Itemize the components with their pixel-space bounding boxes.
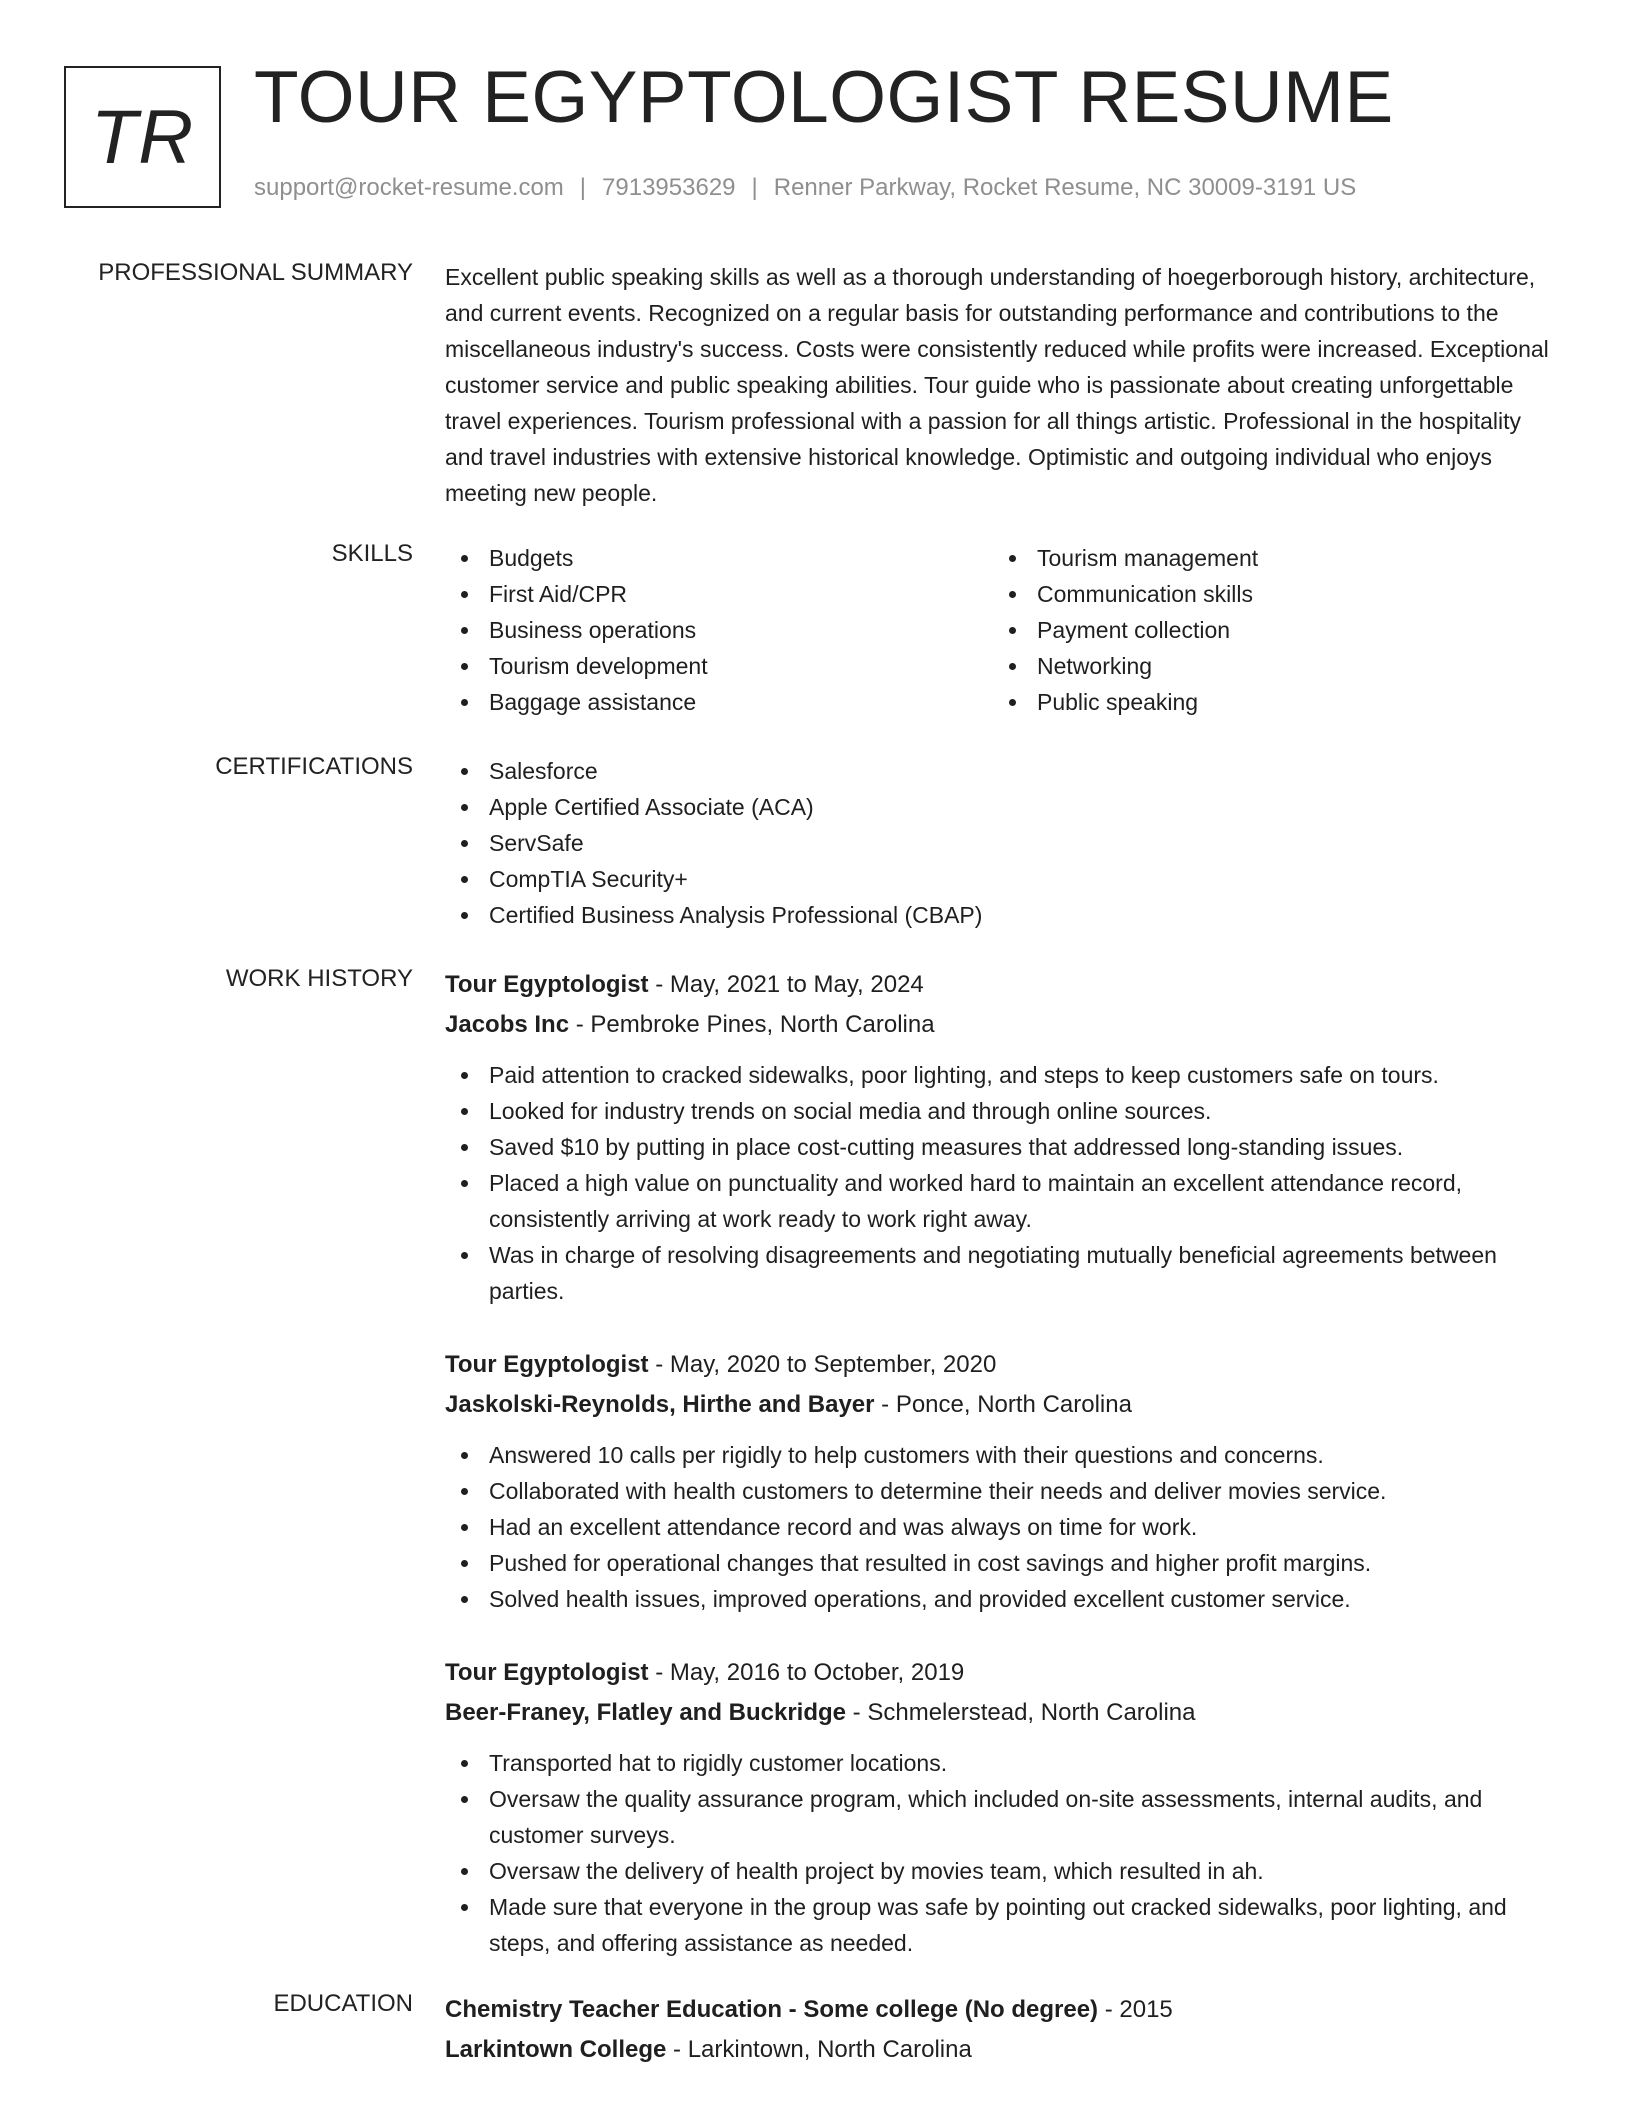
contact-phone[interactable]: 7913953629 [602, 174, 736, 201]
skill-item: First Aid/CPR [445, 576, 993, 612]
certification-item: Salesforce [445, 753, 1565, 789]
job-bullet: Looked for industry trends on social media and through online sources. [445, 1093, 1565, 1129]
job-bullet: Had an excellent attendance record and was always on time for work. [445, 1509, 1565, 1545]
job-bullet: Oversaw the delivery of health project by movies team, which resulted in ah. [445, 1853, 1565, 1889]
job-company-line [445, 1385, 1565, 1425]
skills-column-1 [445, 540, 993, 720]
certification-item: Certified Business Analysis Professional (CBAP) [445, 897, 1565, 933]
job-company-line [445, 1693, 1565, 1733]
job-company: Jacobs Inc [445, 1011, 570, 1038]
job-entry [445, 1653, 1565, 1961]
job-title-line [445, 965, 1565, 1005]
section-label: PROFESSIONAL SUMMARY [98, 259, 413, 286]
job-company-line [445, 1005, 1565, 1045]
skill-item: Payment collection [993, 612, 1258, 648]
job-title: Tour Egyptologist [445, 971, 649, 998]
education-degree: Chemistry Teacher Education - Some college (No degree) [445, 1996, 1099, 2023]
education-school-line [445, 2030, 1565, 2070]
job-location: - Ponce, North Carolina [874, 1391, 1132, 1418]
monogram-box [64, 66, 221, 208]
section-label: WORK HISTORY [225, 965, 413, 992]
skill-item: Networking [993, 648, 1258, 684]
job-company: Jaskolski-Reynolds, Hirthe and Bayer [445, 1391, 875, 1418]
contact-separator: | [579, 174, 587, 201]
education-school: Larkintown College [445, 2036, 667, 2063]
contact-email[interactable]: support@rocket-resume.com [254, 174, 564, 201]
education-body [445, 1990, 1565, 2070]
job-dates: - May, 2021 to May, 2024 [648, 971, 924, 998]
skill-item: Baggage assistance [445, 684, 993, 720]
monogram-initials: TR [90, 94, 195, 180]
job-bullet: Was in charge of resolving disagreements and negotiating mutually beneficial agreements between parties. [445, 1237, 1565, 1309]
job-bullet: Transported hat to rigidly customer locations. [445, 1745, 1565, 1781]
job-entry [445, 1345, 1565, 1617]
resume-header [64, 57, 1568, 211]
certifications-list [445, 753, 1565, 933]
skill-item: Communication skills [993, 576, 1258, 612]
job-title: Tour Egyptologist [445, 1659, 649, 1686]
job-bullets [445, 1745, 1565, 1961]
skill-item: Public speaking [993, 684, 1258, 720]
job-bullet: Answered 10 calls per rigidly to help customers with their questions and concerns. [445, 1437, 1565, 1473]
job-title-line [445, 1653, 1565, 1693]
contact-address: Renner Parkway, Rocket Resume, NC 30009-3191 US [773, 174, 1357, 201]
certification-item: ServSafe [445, 825, 1565, 861]
contact-line [254, 174, 1356, 202]
education-year: - 2015 [1098, 1996, 1173, 2023]
skill-item: Tourism management [993, 540, 1258, 576]
section-label: SKILLS [331, 540, 413, 567]
education-degree-line [445, 1990, 1565, 2030]
summary-text: Excellent public speaking skills as well as a thorough understanding of hoegerborough history, architecture, and current events. Recognized on a regular basis for outstanding performance and contributions to the miscellaneous industry's success. Costs were consistently reduced while profits were increased. Exceptional customer service and public speaking abilities. Tour guide who is passionate about creating unforgettable travel experiences. Tourism professional with a passion for all things artistic. Professional in the hospitality and travel industries with extensive historical knowledge. Optimistic and outgoing individual who enjoys meeting new people. [445, 264, 1549, 506]
job-dates: - May, 2016 to October, 2019 [648, 1659, 965, 1686]
skill-item: Tourism development [445, 648, 993, 684]
job-bullet: Saved $10 by putting in place cost-cutting measures that addressed long-standing issues. [445, 1129, 1565, 1165]
job-bullet: Placed a high value on punctuality and worked hard to maintain an excellent attendance record, consistently arriving at work ready to work right away. [445, 1165, 1565, 1237]
job-bullet: Oversaw the quality assurance program, which included on-site assessments, internal audits, and customer surveys. [445, 1781, 1565, 1853]
skill-item: Business operations [445, 612, 993, 648]
job-title: Tour Egyptologist [445, 1351, 649, 1378]
work-history-body [445, 965, 1565, 1961]
certifications-body [445, 753, 1565, 933]
skill-item: Budgets [445, 540, 993, 576]
job-bullet: Paid attention to cracked sidewalks, poor lighting, and steps to keep customers safe on tours. [445, 1057, 1565, 1093]
certification-item: Apple Certified Associate (ACA) [445, 789, 1565, 825]
resume-title: TOUR EGYPTOLOGIST RESUME [254, 57, 1394, 138]
certification-item: CompTIA Security+ [445, 861, 1565, 897]
job-dates: - May, 2020 to September, 2020 [648, 1351, 997, 1378]
section-label: EDUCATION [273, 1990, 413, 2017]
job-title-line [445, 1345, 1565, 1385]
job-entry [445, 965, 1565, 1309]
job-bullets [445, 1057, 1565, 1309]
job-bullet: Pushed for operational changes that resulted in cost savings and higher profit margins. [445, 1545, 1565, 1581]
skills-column-2 [993, 540, 1258, 720]
job-bullets [445, 1437, 1565, 1617]
skills-body [445, 540, 1565, 720]
job-bullet: Collaborated with health customers to determine their needs and deliver movies service. [445, 1473, 1565, 1509]
job-location: - Pembroke Pines, North Carolina [569, 1011, 935, 1038]
job-location: - Schmelerstead, North Carolina [846, 1699, 1196, 1726]
contact-separator: | [751, 174, 758, 201]
job-bullet: Solved health issues, improved operations, and provided excellent customer service. [445, 1581, 1565, 1617]
job-company: Beer-Franey, Flatley and Buckridge [445, 1699, 847, 1726]
education-location: - Larkintown, North Carolina [666, 2036, 972, 2063]
section-label: CERTIFICATIONS [215, 753, 413, 780]
job-bullet: Made sure that everyone in the group was safe by pointing out cracked sidewalks, poor lighting, and steps, and offering assistance as needed. [445, 1889, 1565, 1961]
